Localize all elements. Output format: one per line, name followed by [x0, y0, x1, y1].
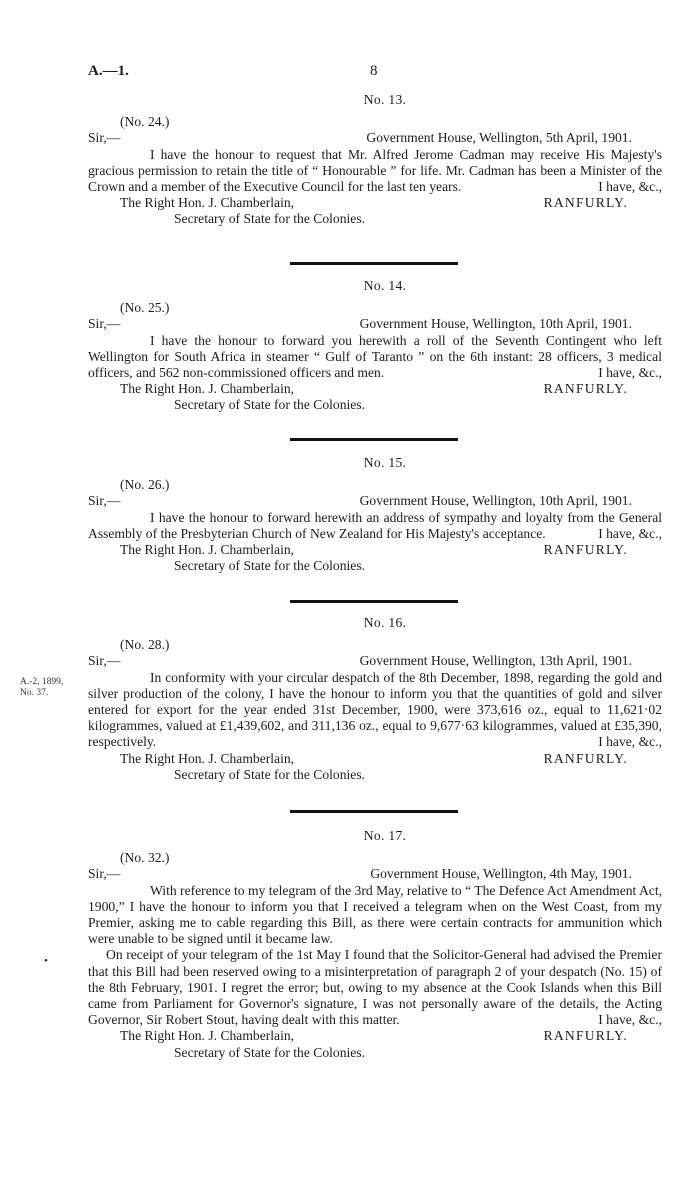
letter-reference: (No. 25.) — [120, 300, 170, 316]
letter-body: In conformity with your circular despatch of the 8th December, 1898, regarding the gold and silver production of the colony, I have the honour to inform you that the quantities of gold and silver entered for export for the year ended 31st December, 1900, were 373,616 oz., equal to 11,621·02 kilogrammes, valued at £1,439,602, and 311,136 oz., equal to 9,677·63 kilogrammes, valued at £35,390, respectively. — [88, 669, 662, 750]
recipient: The Right Hon. J. Chamberlain, — [120, 750, 295, 766]
recipient: The Right Hon. J. Chamberlain, — [120, 1028, 295, 1044]
margin-note — [20, 677, 63, 699]
salutation-line — [88, 316, 662, 332]
section-divider — [290, 262, 458, 265]
letter-body: With reference to my telegram of the 3rd May, relative to “ The Defence Act Amendment Act, 1900,” I have the honour to inform you that I received a telegram when on the West Coast, from my Premier, asking me to cable regarding this Bill, as there were certain contracts for ammunition which were unable to be signed until it became law. — [88, 882, 662, 947]
letter-15 — [88, 455, 662, 574]
letter-number: No. 16. — [363, 615, 407, 630]
letter-address: Government House, Wellington, 4th May, 1901. — [370, 866, 632, 882]
closing-line — [88, 1012, 662, 1028]
letter-body: On receipt of your telegram of the 1st May I found that the Solicitor-General had advised the Premier that this Bill had been reserved owing to a misinterpretation of paragraph 2 of your despatch (No. 15) of the 8th February, 1901. I regret the error; but, owing to my absence at the Cook Islands when this Bill came from Parliament for Governor's signature, I was not personally aware of the details, the Acting Governor, Sir Robert Stout, having dealt with this matter. — [88, 947, 662, 1028]
signature: RANFURLY. — [543, 381, 628, 397]
signature: RANFURLY. — [543, 542, 628, 557]
letter-body: I have the honour to request that Mr. Alfred Jerome Cadman may receive His Majesty's gracious permission to retain the title of “ Honourable ” for life. Mr. Cadman has been a Minister of the Crown and a member of the Executive Council for the last ten years. — [88, 146, 662, 194]
letter-number: No. 13. — [363, 92, 407, 107]
margin-dot: • — [44, 955, 48, 967]
signature: RANFURLY. — [543, 1028, 628, 1044]
letter-reference: (No. 28.) — [120, 637, 170, 653]
section-code: A.—1. — [88, 63, 129, 79]
signature: RANFURLY. — [543, 750, 628, 766]
recipient-title: Secretary of State for the Colonies. — [174, 397, 366, 413]
recipient-line — [88, 1028, 662, 1044]
letter-body: I have the honour to forward you herewith a roll of the Seventh Contingent who left Wellington for South Africa in steamer “ Gulf of Taranto ” on the 6th instant: 28 officers, 3 medical officers, and 562 non-commissioned officers and men. — [88, 332, 662, 380]
salutation: Sir,— — [88, 316, 121, 332]
closing-line — [88, 179, 662, 195]
recipient-title: Secretary of State for the Colonies. — [174, 1044, 366, 1060]
letter-body: I have the honour to forward herewith an address of sympathy and loyalty from the General Assembly of the Presbyterian Church of New Zealand for His Majesty's acceptance. — [88, 509, 662, 541]
letter-14 — [88, 278, 662, 414]
closing-line — [88, 365, 662, 381]
recipient-line — [88, 381, 662, 397]
salutation-line — [88, 493, 662, 509]
letter-address: Government House, Wellington, 13th April, 1901. — [359, 653, 632, 669]
section-divider — [290, 600, 458, 603]
page-number: 8 — [370, 63, 378, 79]
margin-note-line: No. 37. — [20, 688, 49, 698]
salutation-line — [88, 653, 662, 669]
letter-16 — [88, 615, 662, 783]
letter-number: No. 17. — [363, 828, 407, 843]
closing: I have, &c., — [598, 365, 662, 381]
recipient: The Right Hon. J. Chamberlain, — [120, 195, 295, 211]
letter-reference: (No. 32.) — [120, 850, 170, 866]
recipient-line — [88, 195, 662, 211]
section-divider — [290, 810, 458, 813]
closing: I have, &c., — [598, 179, 662, 195]
recipient-line — [88, 751, 662, 767]
recipient-title: Secretary of State for the Colonies. — [174, 766, 366, 782]
recipient-title: Secretary of State for the Colonies. — [174, 211, 366, 227]
closing: I have, &c., — [598, 734, 662, 750]
letter-number: No. 14. — [363, 278, 407, 293]
letter-address: Government House, Wellington, 10th April, 1901. — [359, 493, 632, 509]
salutation: Sir,— — [88, 866, 121, 882]
closing: I have, &c., — [598, 1012, 662, 1028]
letter-reference: (No. 24.) — [120, 114, 170, 130]
salutation: Sir,— — [88, 493, 121, 509]
recipient-line — [88, 542, 662, 558]
recipient: The Right Hon. J. Chamberlain, — [120, 381, 295, 397]
letter-number: No. 15. — [363, 455, 407, 470]
closing: I have, &c., — [598, 525, 662, 541]
section-divider — [290, 438, 458, 441]
letter-address: Government House, Wellington, 5th April, 1901. — [366, 130, 632, 146]
margin-note-line: A.-2, 1899, — [20, 677, 64, 687]
letter-13 — [88, 92, 662, 228]
salutation: Sir,— — [88, 130, 121, 146]
letter-address: Government House, Wellington, 10th April, 1901. — [359, 316, 632, 332]
closing-line — [88, 734, 662, 750]
signature: RANFURLY. — [543, 195, 628, 211]
salutation-line — [88, 130, 662, 146]
recipient: The Right Hon. J. Chamberlain, — [120, 542, 295, 557]
recipient-title: Secretary of State for the Colonies. — [174, 558, 366, 574]
closing-line — [88, 526, 662, 542]
letter-17 — [88, 828, 662, 1061]
salutation-line — [88, 866, 662, 882]
salutation: Sir,— — [88, 653, 121, 669]
letter-reference: (No. 26.) — [120, 477, 170, 493]
